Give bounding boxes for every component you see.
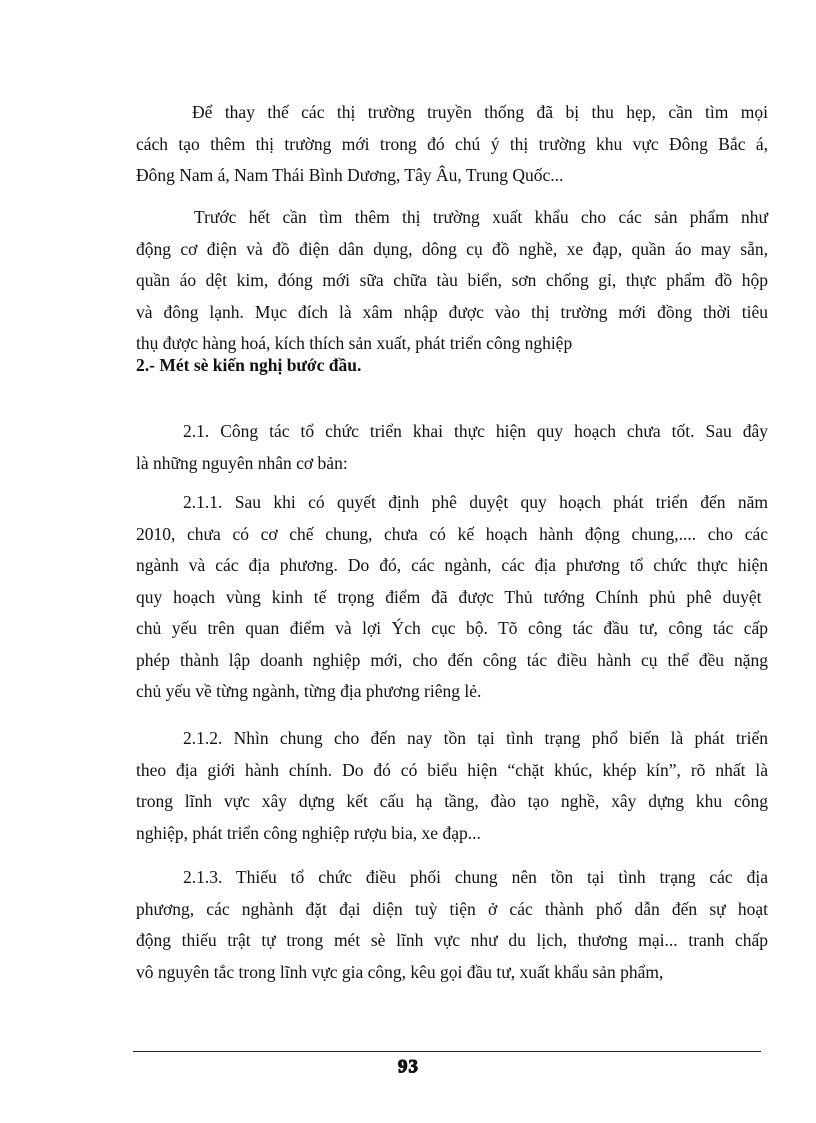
text-line: 2.1.1. Sau khi có quyết định phê duyệt quy hoạch phát triển đến năm	[183, 492, 768, 512]
text-line: phép thành lập doanh nghiệp mới, cho đến công tác điều hành cụ thể đều nặng	[136, 649, 768, 670]
paragraph-new-markets	[136, 97, 768, 192]
text-line: 2010, chưa có cơ chế chung, chưa có kế hoạch hành động chung,.... cho các	[136, 523, 768, 544]
text-line: động thiếu trật tự trong mét sè lĩnh vực như du lịch, thương mại... tranh chấp	[136, 930, 768, 950]
text-line: cách tạo thêm thị trường mới trong đó chú ý thị trường khu vực Đông Bắc á,	[136, 133, 768, 154]
text-line: theo địa giới hành chính. Do đó có biểu hiện “chặt khúc, khép kín”, rõ nhất là	[136, 759, 768, 780]
paragraph-2-1-1	[136, 487, 768, 708]
text-line: 2.1.3. Thiếu tổ chức điều phối chung nên tồn tại tình trạng các địa	[183, 867, 768, 887]
text-line: Đông Nam á, Nam Thái Bình Dương, Tây Âu, Trung Quốc...	[136, 165, 564, 185]
text-line: quần áo dệt kim, đóng mới sữa chữa tàu biển, sơn chống gỉ, thực phẩm đồ hộp	[136, 270, 768, 290]
text-line: 2.1.2. Nhìn chung cho đến nay tồn tại tình trạng phổ biến là phát triển	[183, 728, 768, 748]
text-line: nghiệp, phát triển công nghiệp rượu bia, xe đạp...	[136, 822, 481, 843]
text-line: động cơ điện và đồ điện dân dụng, dông cụ đồ nghề, xe đạp, quần áo may sẵn,	[136, 238, 768, 259]
text-line: Trước hết cần tìm thêm thị trường xuất khẩu cho các sản phẩm như	[194, 207, 768, 227]
text-line: Để thay thế các thị trường truyền thống đã bị thu hẹp, cần tìm mọi	[192, 102, 768, 122]
page-number: 93	[397, 1056, 419, 1077]
text-line: vô nguyên tắc trong lĩnh vực gia công, kêu gọi đầu tư, xuất khẩu sản phẩm,	[136, 961, 664, 982]
section-heading: 2.- Mét sè kiến nghị bước đầu.	[136, 355, 362, 375]
paragraph-2-1	[136, 416, 768, 479]
text-line: chủ yếu trên quan điểm và lợi Ých cục bộ. Tõ công tác đầu tư, công tác cấp	[136, 618, 768, 638]
text-line: phương, các nghành đặt đại diện tuỳ tiện ở các thành phố dẫn đến sự hoạt	[136, 898, 768, 919]
text-line: ngành và các địa phương. Do đó, các ngành, các địa phương tổ chức thực hiện	[136, 555, 768, 575]
paragraph-2-1-2	[136, 723, 768, 849]
text-line: 2.1. Công tác tổ chức triển khai thực hiện quy hoạch chưa tốt. Sau đây	[183, 421, 768, 441]
text-line: là những nguyên nhân cơ bản:	[136, 452, 348, 473]
text-line: quy hoạch vùng kinh tế trọng điểm đã được Thủ tướng Chính phủ phê duyệt	[136, 586, 762, 607]
footer-divider	[133, 1051, 761, 1052]
paragraph-2-1-3	[136, 862, 768, 988]
text-line: trong lĩnh vực xây dựng kết cấu hạ tầng, đào tạo nghề, xây dựng khu công	[136, 791, 768, 811]
text-line: chủ yếu về từng ngành, từng địa phương riêng lẻ.	[136, 681, 482, 701]
paragraph-export-products	[136, 202, 768, 360]
text-line: và đông lạnh. Mục đích là xâm nhập được vào thị trường mới đồng thời tiêu	[136, 301, 768, 322]
text-line: thụ được hàng hoá, kích thích sản xuất, phát triển công nghiệp	[136, 333, 573, 353]
